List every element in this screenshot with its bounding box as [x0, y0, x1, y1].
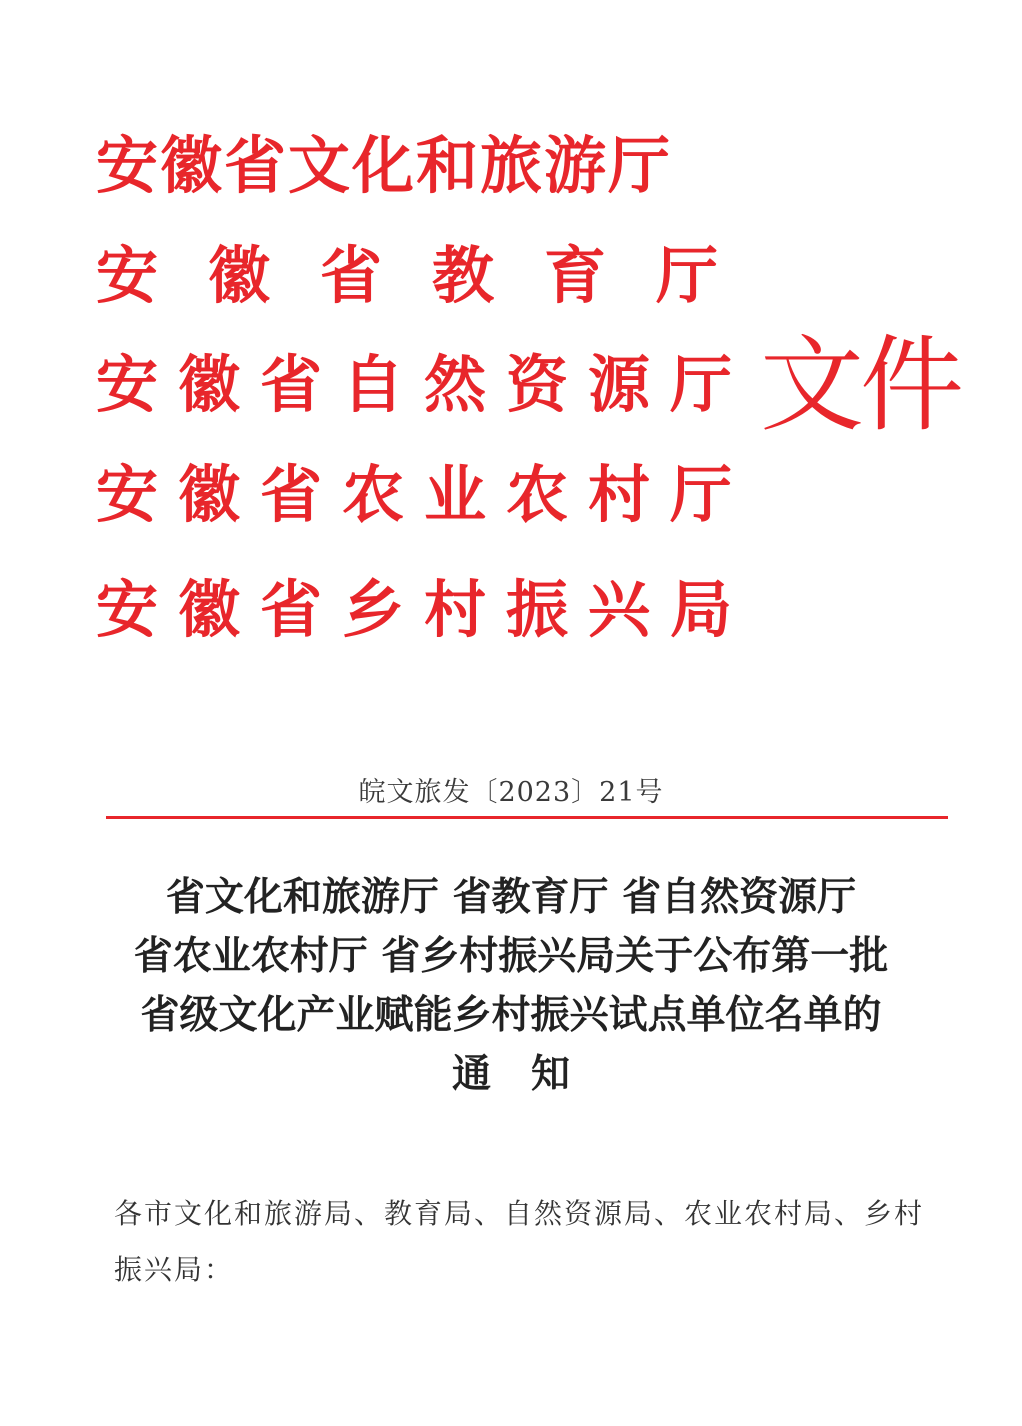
- red-divider-line: [106, 816, 948, 819]
- document-number: 皖文旅发〔2023〕21号: [358, 777, 664, 808]
- title-line: 通知: [451, 1051, 610, 1097]
- salutation-line: 各市文化和旅游局、教育局、自然资源局、农业农村局、乡村: [114, 1197, 925, 1230]
- document-title: [60, 868, 962, 1104]
- salutation-line: 振兴局：: [114, 1253, 235, 1286]
- salutation: [114, 1186, 944, 1298]
- title-line: 省文化和旅游厅 省教育厅 省自然资源厅: [165, 874, 857, 920]
- issuer-line: 安徽省乡村振兴局: [96, 573, 753, 646]
- issuer-line: 安徽省文化和旅游厅: [96, 129, 673, 202]
- title-line: 省农业农村厅 省乡村振兴局关于公布第一批: [133, 933, 889, 979]
- issuer-line: 安徽省自然资源厅: [96, 348, 753, 421]
- issuer-line: 安徽省农业农村厅: [96, 458, 753, 531]
- issuer-line: 安徽省教育厅: [96, 239, 769, 312]
- document-suffix: 文件: [760, 324, 961, 446]
- title-line: 省级文化产业赋能乡村振兴试点单位名单的: [140, 992, 882, 1038]
